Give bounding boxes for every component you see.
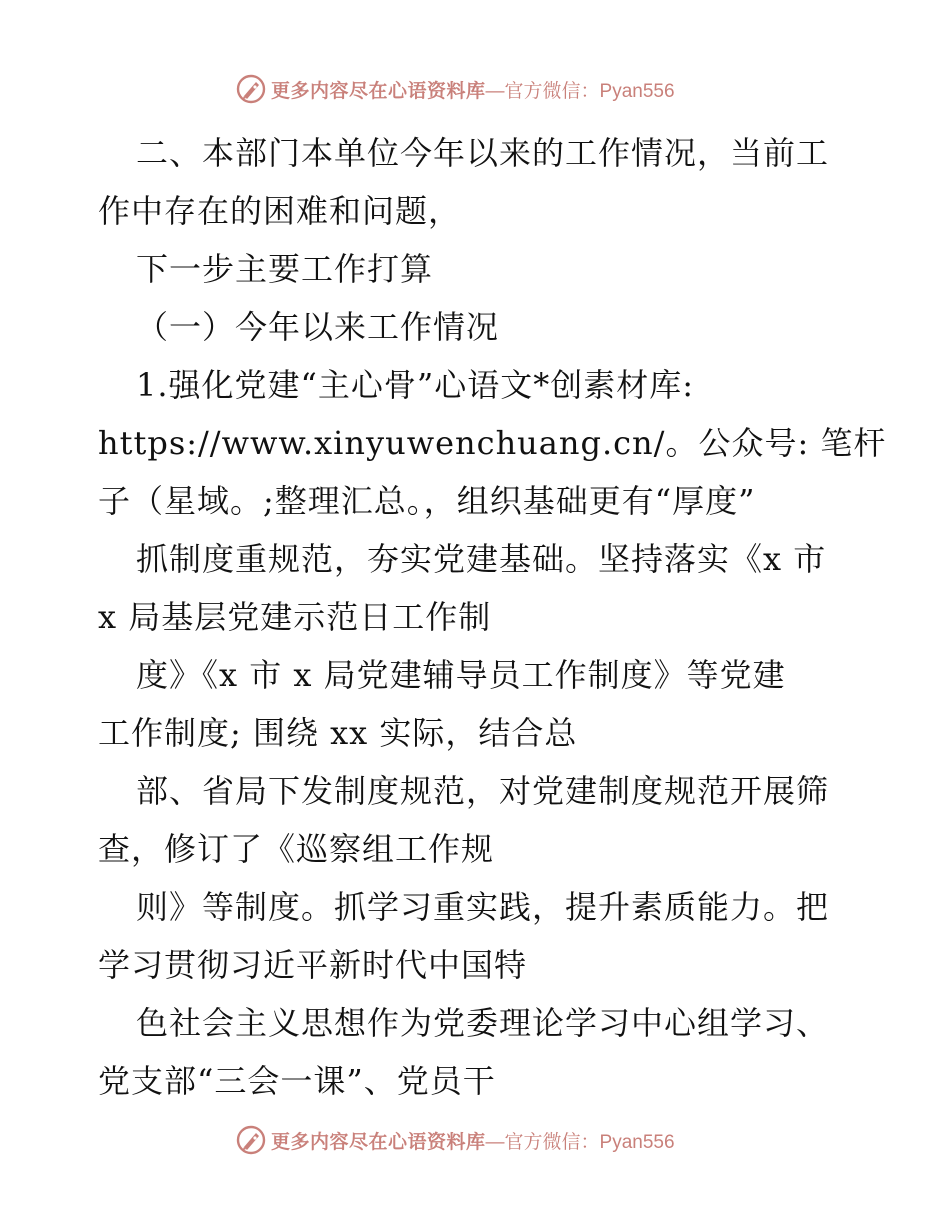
pen-nib-logo-icon (235, 1124, 267, 1156)
document-line: （一）今年以来工作情况 (136, 308, 500, 346)
document-line: 抓制度重规范，夯实党建基础。坚持落实《x 市 (136, 540, 827, 578)
watermark-brand-text: 更多内容尽在心语资料库 (271, 79, 486, 102)
document-line: 二、本部门本单位今年以来的工作情况，当前工 (136, 134, 830, 172)
document-body (98, 124, 887, 1110)
document-line: 子（星域。;整理汇总。，组织基础更有“厚度” (98, 482, 756, 520)
document-line: 1.强化党建“主心骨”心语文*创素材库: (136, 366, 695, 404)
document-line: 作中存在的困难和问题， (98, 192, 462, 230)
footer-watermark (235, 1123, 675, 1157)
document-line: 工作制度; 围绕 xx 实际，结合总 (98, 714, 578, 752)
watermark-wechat-text: —官方微信：Pyan556 (485, 1131, 675, 1153)
document-line: 部、省局下发制度规范，对党建制度规范开展筛 (136, 772, 830, 810)
document-line: 则》等制度。抓学习重实践，提升素质能力。把 (136, 888, 830, 926)
document-line: 下一步主要工作打算 (136, 250, 434, 288)
watermark-brand-text: 更多内容尽在心语资料库 (271, 1130, 486, 1153)
header-watermark (235, 72, 675, 106)
pen-nib-logo-icon (235, 73, 267, 105)
watermark-wechat-text: —官方微信：Pyan556 (485, 80, 675, 102)
document-line: https://www.xinyuwenchuang.cn/。公众号: 笔杆 (98, 424, 887, 462)
document-line: 度》《x 市 x 局党建辅导员工作制度》等党建 (136, 656, 786, 694)
document-line: 色社会主义思想作为党委理论学习中心组学习、 (136, 1004, 830, 1042)
document-line: x 局基层党建示范日工作制 (98, 598, 492, 636)
document-line: 党支部“三会一课”、党员干 (98, 1062, 496, 1100)
document-line: 学习贯彻习近平新时代中国特 (98, 946, 528, 984)
document-line: 查，修订了《巡察组工作规 (98, 830, 495, 868)
